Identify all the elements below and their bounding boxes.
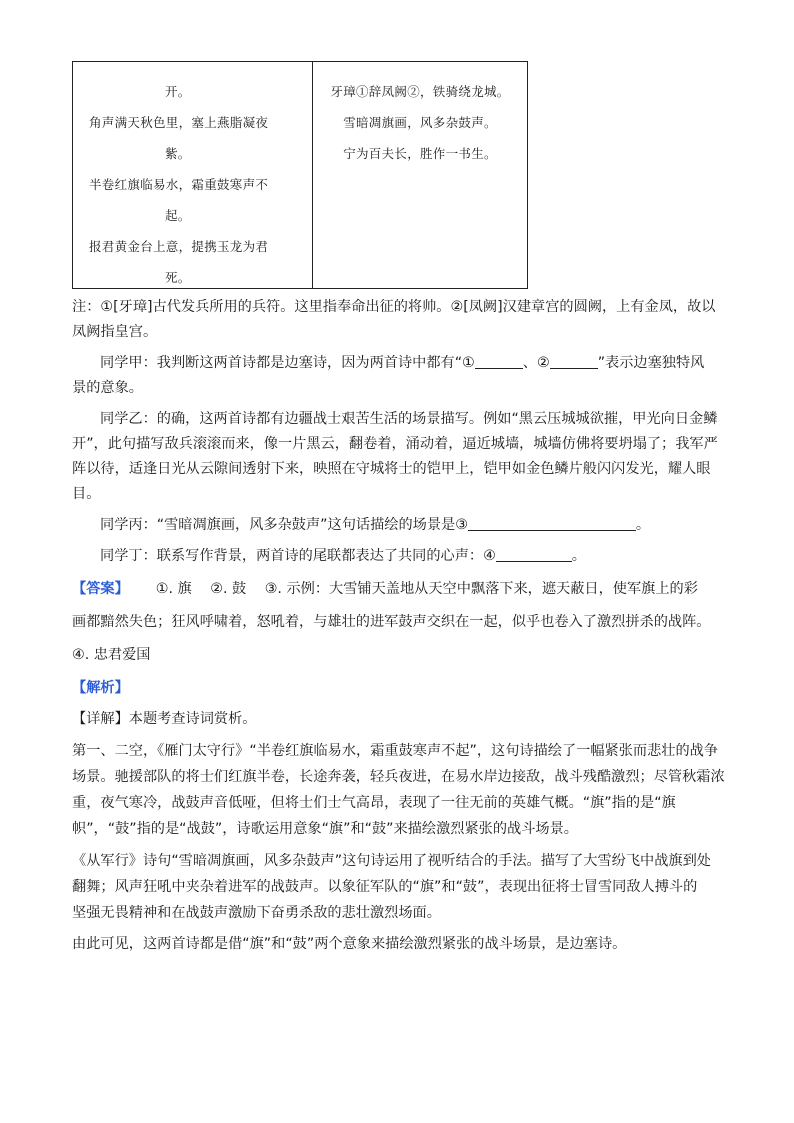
blank-4	[496, 545, 572, 562]
poem-line: 报君黄金台上意，提携玉龙为君	[89, 239, 269, 254]
student-c-line	[72, 513, 732, 538]
student-a-text: ”表示边塞独特风	[597, 355, 705, 371]
analysis-line: 重，夜气寒冷，战鼓声音低哑，但将士们士气高昂，表现了一往无前的英雄气概。“旗”指的是“旗	[72, 795, 676, 811]
blank-1	[475, 352, 523, 369]
poem-line: 半卷红旗临易水，霜重鼓寒声不	[89, 177, 269, 192]
discussion-section	[72, 295, 732, 957]
poem-line: 宁为百夫长，胜作一书生。	[343, 146, 497, 161]
answer-line	[72, 577, 732, 602]
poem-line: 角声满天秋色里，塞上燕脂凝夜	[89, 115, 269, 130]
analysis-line: 第一、二空，《雁门太守行》“半卷红旗临易水，霜重鼓寒声不起”，这句诗描绘了一幅紧张而悲壮的战争	[72, 743, 719, 759]
poem-line: 紫。	[165, 146, 191, 161]
student-b-line: 同学乙：的确，这两首诗都有边疆战士艰苦生活的场景描写。例如“黑云压城城欲摧，甲光向日金鳞	[100, 411, 718, 427]
student-c-text: 同学丙：“雪暗凋旗画，风多杂鼓声”这句话描绘的场景是③	[100, 517, 468, 533]
answer-tag: 【答案】	[72, 581, 129, 597]
poem-right-column	[313, 62, 527, 288]
student-a-line	[72, 351, 732, 376]
note-line: 凤阙指皇宫。	[72, 324, 158, 340]
blank-3	[468, 514, 636, 531]
student-b-line: 目。	[72, 486, 101, 502]
student-a-sep: 、②	[522, 355, 550, 371]
poem-line: 开。	[165, 84, 191, 99]
answer-item-3: ③. 示例：大雪铺天盖地从天空中飘落下来，遮天蔽日，使军旗上的彩	[264, 581, 698, 597]
analysis-line: 场景。驰援部队的将士们红旗半卷，长途奔袭，轻兵夜进，在易水岸边接敌，战斗残酷激烈；尽管秋霜浓	[72, 769, 725, 785]
student-a-text: 同学甲：我判断这两首诗都是边塞诗，因为两首诗中都有“①	[100, 355, 475, 371]
analysis-conclusion: 由此可见，这两首诗都是借“旗”和“鼓”两个意象来描绘激烈紧张的战斗场景，是边塞诗。	[72, 936, 627, 952]
poem-line: 雪暗凋旗画，风多杂鼓声。	[343, 115, 497, 130]
poem-line: 起。	[165, 208, 191, 223]
analysis-paragraph-1	[72, 738, 732, 842]
student-b-line: 开”，此句描写敌兵滚滚而来，像一片黑云，翻卷着，涌动着，逼近城墙，城墙仿佛将要坍塌了；我军严	[72, 436, 718, 452]
answer-item-4: ④. 忠君爱国	[72, 647, 151, 663]
poem-table	[72, 61, 528, 289]
answer-item-2: ②. 鼓	[210, 581, 247, 597]
note-line: 注：①[牙璋]古代发兵所用的兵符。这里指奉命出征的将帅。②[凤阙]汉建章宫的圆阙，上有金凤，故以	[72, 299, 716, 315]
answer-item-1: ①. 旗	[155, 581, 192, 597]
analysis-tag: 【解析】	[72, 680, 129, 696]
analysis-line: 坚强无畏精神和在战鼓声激励下奋勇杀敌的悲壮激烈场面。	[72, 905, 441, 921]
student-c-end: 。	[635, 517, 651, 533]
poem-line: 牙璋①辞凤阙②，铁骑绕龙城。	[330, 84, 510, 99]
student-d-text: 同学丁：联系写作背景，两首诗的尾联都表达了共同的心声：④	[100, 548, 496, 564]
analysis-line: 帜”，“鼓”指的是“战鼓”，诗歌运用意象“旗”和“鼓”来描绘激烈紧张的战斗场景。	[72, 821, 578, 837]
blank-2	[550, 352, 598, 369]
poem-left-column	[73, 62, 313, 288]
analysis-paragraph-2	[72, 848, 732, 926]
student-d-end: 。	[571, 548, 586, 564]
answer-line: 画都黯然失色；狂风呼啸着，怒吼着，与雄壮的进军鼓声交织在一起，似乎也卷入了激烈拼杀的战阵。	[72, 614, 711, 630]
analysis-line: 《从军行》诗句“雪暗凋旗画，风多杂鼓声”这句诗运用了视听结合的手法。描写了大雪纷飞中战旗到处	[72, 853, 711, 869]
student-d-line	[72, 544, 732, 569]
student-b-line: 阵以待，适逢日光从云隙间透射下来，映照在守城将士的铠甲上，铠甲如金色鳞片般闪闪发光，耀人眼	[72, 461, 711, 477]
analysis-detail: 【详解】本题考查诗词赏析。	[72, 711, 257, 727]
student-a-line2: 景的意象。	[72, 380, 143, 396]
poem-line: 死。	[165, 270, 191, 285]
analysis-line: 翻舞；风声狂吼中夹杂着进军的战鼓声。以象征军队的“旗”和“鼓”，表现出征将士冒雪同敌人搏斗的	[72, 879, 698, 895]
